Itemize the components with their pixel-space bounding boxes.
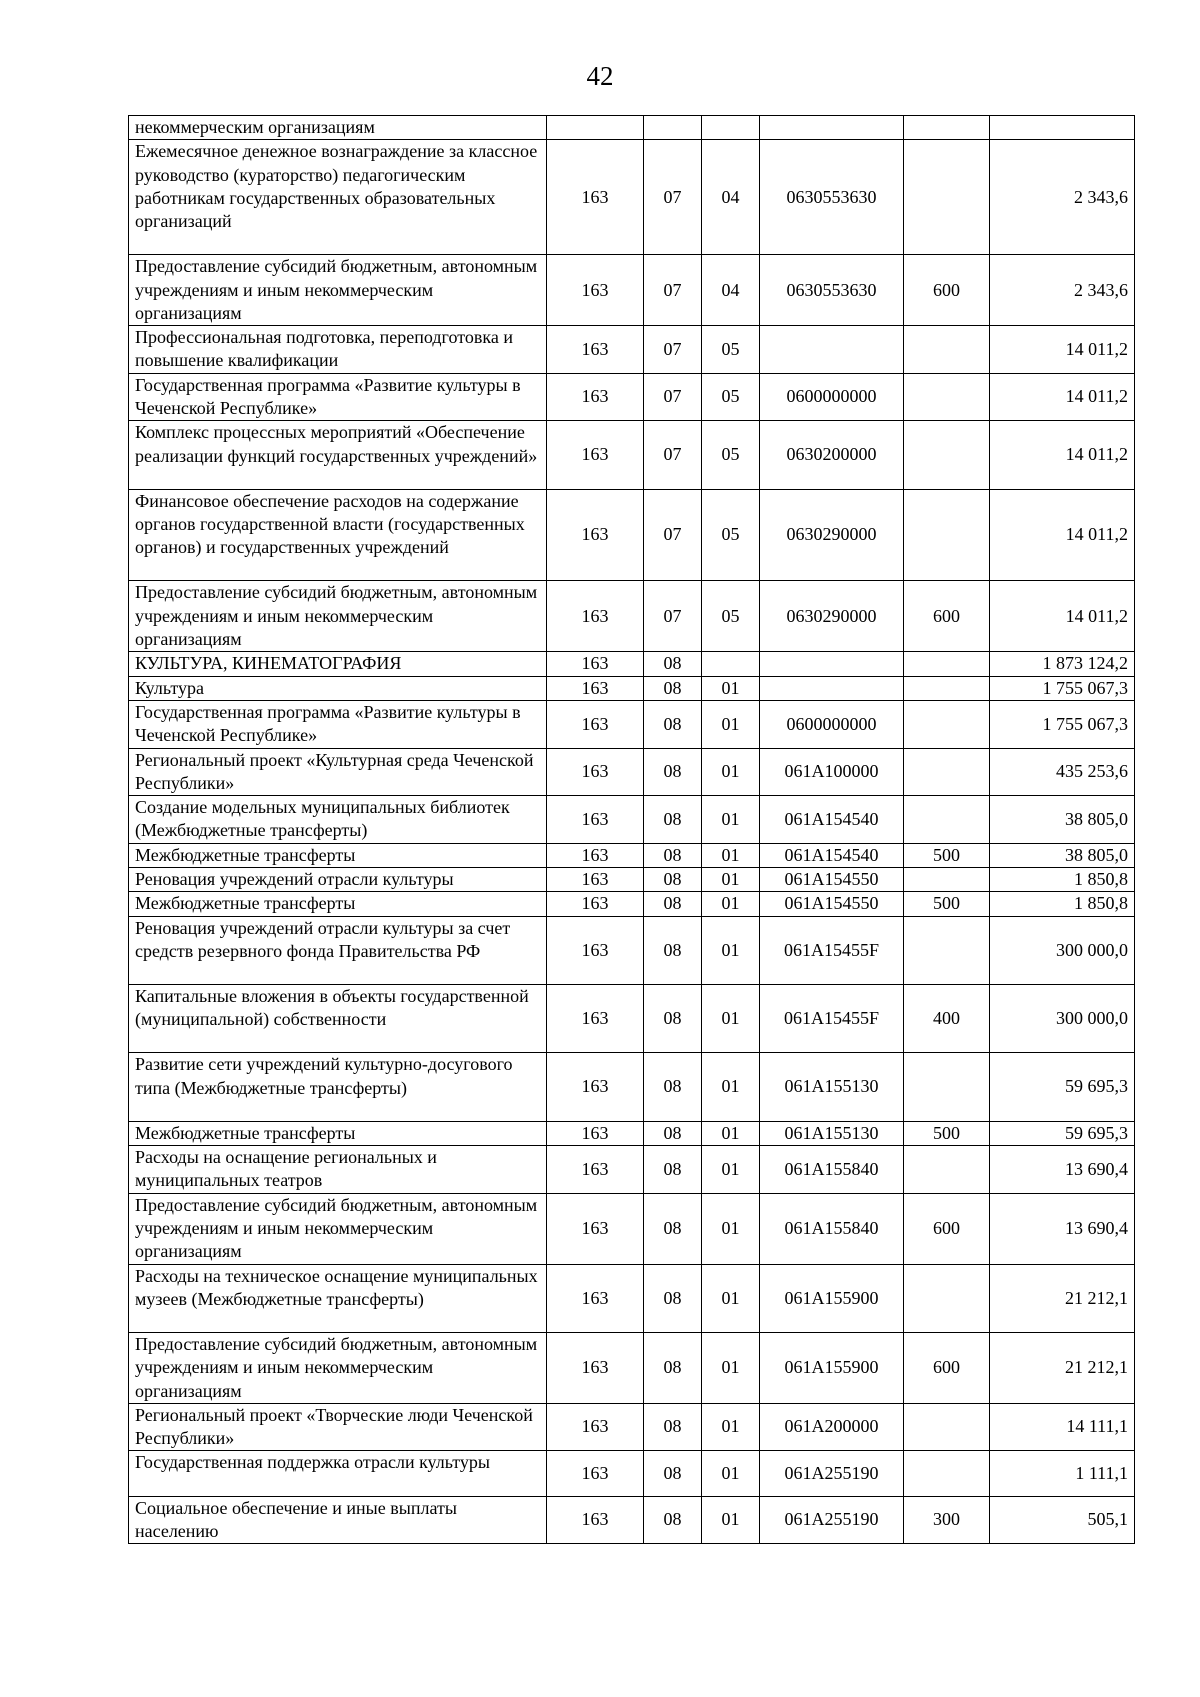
- section-code-cell: 07: [644, 140, 702, 255]
- amount-cell: 1 111,1: [990, 1451, 1135, 1496]
- table-row: [129, 700, 1135, 748]
- amount-cell: 1 850,8: [990, 892, 1135, 916]
- ministry-code-cell: 163: [547, 1264, 644, 1332]
- row-name-cell: Региональный проект «Творческие люди Чеченской Республики»: [129, 1403, 547, 1451]
- row-name-cell: Межбюджетные трансферты: [129, 1121, 547, 1145]
- subsection-code-cell: 01: [702, 916, 760, 984]
- section-code-cell: [644, 116, 702, 140]
- amount-cell: 38 805,0: [990, 843, 1135, 867]
- section-code-cell: 08: [644, 1146, 702, 1194]
- page-number: 42: [586, 61, 614, 91]
- ministry-code-cell: 163: [547, 652, 644, 676]
- table-row: [129, 1264, 1135, 1332]
- target-code-cell: 061A255190: [760, 1496, 904, 1544]
- row-name-cell: Реновация учреждений отрасли культуры: [129, 868, 547, 892]
- target-code-cell: 0600000000: [760, 700, 904, 748]
- table-row: [129, 916, 1135, 984]
- expense-type-cell: [904, 421, 990, 489]
- row-name-cell: Государственная программа «Развитие культуры в Чеченской Республике»: [129, 373, 547, 421]
- target-code-cell: [760, 652, 904, 676]
- row-name-cell: Предоставление субсидий бюджетным, автономным учреждениям и иным некоммерческим организациям: [129, 1193, 547, 1264]
- amount-cell: 435 253,6: [990, 748, 1135, 796]
- row-name-cell: Государственная поддержка отрасли культуры: [129, 1451, 547, 1496]
- target-code-cell: 061A155130: [760, 1121, 904, 1145]
- expense-type-cell: [904, 868, 990, 892]
- expense-type-cell: [904, 1264, 990, 1332]
- row-name-cell: Культура: [129, 676, 547, 700]
- table-row: [129, 748, 1135, 796]
- amount-cell: 1 873 124,2: [990, 652, 1135, 676]
- amount-cell: 2 343,6: [990, 255, 1135, 326]
- table-row: [129, 255, 1135, 326]
- row-name-cell: Ежемесячное денежное вознаграждение за классное руководство (кураторство) педагогическим работникам государственных образовательных организаций: [129, 140, 547, 255]
- table-row: [129, 1451, 1135, 1496]
- subsection-code-cell: 01: [702, 1451, 760, 1496]
- section-code-cell: 08: [644, 892, 702, 916]
- expense-type-cell: [904, 1146, 990, 1194]
- amount-cell: 14 011,2: [990, 489, 1135, 581]
- target-code-cell: 0630200000: [760, 421, 904, 489]
- ministry-code-cell: 163: [547, 255, 644, 326]
- target-code-cell: [760, 116, 904, 140]
- expense-type-cell: [904, 373, 990, 421]
- ministry-code-cell: 163: [547, 1496, 644, 1544]
- ministry-code-cell: 163: [547, 796, 644, 844]
- section-code-cell: 08: [644, 1496, 702, 1544]
- target-code-cell: 061A15455F: [760, 916, 904, 984]
- section-code-cell: 08: [644, 1193, 702, 1264]
- row-name-cell: Профессиональная подготовка, переподготовка и повышение квалификации: [129, 326, 547, 374]
- table-row: [129, 1496, 1135, 1544]
- subsection-code-cell: 01: [702, 748, 760, 796]
- amount-cell: 1 755 067,3: [990, 700, 1135, 748]
- table-row: [129, 140, 1135, 255]
- expense-type-cell: [904, 1403, 990, 1451]
- ministry-code-cell: 163: [547, 985, 644, 1053]
- target-code-cell: 061A155840: [760, 1146, 904, 1194]
- expense-type-cell: 400: [904, 985, 990, 1053]
- ministry-code-cell: 163: [547, 1121, 644, 1145]
- expense-type-cell: 500: [904, 892, 990, 916]
- ministry-code-cell: 163: [547, 892, 644, 916]
- subsection-code-cell: 01: [702, 1053, 760, 1121]
- subsection-code-cell: 05: [702, 373, 760, 421]
- subsection-code-cell: 01: [702, 985, 760, 1053]
- row-name-cell: Социальное обеспечение и иные выплаты населению: [129, 1496, 547, 1544]
- table-row: [129, 421, 1135, 489]
- section-code-cell: 07: [644, 581, 702, 652]
- subsection-code-cell: 01: [702, 843, 760, 867]
- subsection-code-cell: 01: [702, 1332, 760, 1403]
- row-name-cell: Расходы на техническое оснащение муниципальных музеев (Межбюджетные трансферты): [129, 1264, 547, 1332]
- target-code-cell: 0600000000: [760, 373, 904, 421]
- expense-type-cell: [904, 676, 990, 700]
- ministry-code-cell: 163: [547, 843, 644, 867]
- target-code-cell: 061A200000: [760, 1403, 904, 1451]
- row-name-cell: Государственная программа «Развитие культуры в Чеченской Республике»: [129, 700, 547, 748]
- section-code-cell: 08: [644, 1403, 702, 1451]
- table-row: [129, 373, 1135, 421]
- ministry-code-cell: 163: [547, 1451, 644, 1496]
- target-code-cell: 0630553630: [760, 140, 904, 255]
- section-code-cell: 07: [644, 489, 702, 581]
- section-code-cell: 08: [644, 843, 702, 867]
- subsection-code-cell: 01: [702, 1146, 760, 1194]
- row-name-cell: КУЛЬТУРА, КИНЕМАТОГРАФИЯ: [129, 652, 547, 676]
- expense-type-cell: [904, 748, 990, 796]
- amount-cell: 59 695,3: [990, 1121, 1135, 1145]
- subsection-code-cell: 01: [702, 892, 760, 916]
- expense-type-cell: 500: [904, 843, 990, 867]
- target-code-cell: 061A255190: [760, 1451, 904, 1496]
- amount-cell: 1 755 067,3: [990, 676, 1135, 700]
- row-name-cell: Предоставление субсидий бюджетным, автономным учреждениям и иным некоммерческим организациям: [129, 255, 547, 326]
- table-row: [129, 676, 1135, 700]
- target-code-cell: 061A154540: [760, 796, 904, 844]
- target-code-cell: 061A155130: [760, 1053, 904, 1121]
- section-code-cell: 08: [644, 985, 702, 1053]
- ministry-code-cell: 163: [547, 700, 644, 748]
- subsection-code-cell: 01: [702, 868, 760, 892]
- ministry-code-cell: 163: [547, 581, 644, 652]
- expense-type-cell: 300: [904, 1496, 990, 1544]
- subsection-code-cell: 01: [702, 700, 760, 748]
- row-name-cell: некоммерческим организациям: [129, 116, 547, 140]
- row-name-cell: Реновация учреждений отрасли культуры за счет средств резервного фонда Правительства РФ: [129, 916, 547, 984]
- target-code-cell: [760, 676, 904, 700]
- section-code-cell: 08: [644, 796, 702, 844]
- section-code-cell: 08: [644, 652, 702, 676]
- amount-cell: 59 695,3: [990, 1053, 1135, 1121]
- amount-cell: 1 850,8: [990, 868, 1135, 892]
- target-code-cell: 0630290000: [760, 581, 904, 652]
- expense-type-cell: 600: [904, 1332, 990, 1403]
- section-code-cell: 08: [644, 1053, 702, 1121]
- row-name-cell: Капитальные вложения в объекты государственной (муниципальной) собственности: [129, 985, 547, 1053]
- target-code-cell: 0630553630: [760, 255, 904, 326]
- expense-type-cell: [904, 916, 990, 984]
- subsection-code-cell: 05: [702, 581, 760, 652]
- section-code-cell: 07: [644, 326, 702, 374]
- expense-type-cell: [904, 1451, 990, 1496]
- ministry-code-cell: 163: [547, 748, 644, 796]
- amount-cell: 505,1: [990, 1496, 1135, 1544]
- ministry-code-cell: 163: [547, 373, 644, 421]
- subsection-code-cell: 04: [702, 255, 760, 326]
- table-row: [129, 1193, 1135, 1264]
- target-code-cell: 061A154550: [760, 892, 904, 916]
- section-code-cell: 08: [644, 1451, 702, 1496]
- table-row: [129, 985, 1135, 1053]
- section-code-cell: 08: [644, 676, 702, 700]
- target-code-cell: 061A154540: [760, 843, 904, 867]
- subsection-code-cell: 05: [702, 326, 760, 374]
- amount-cell: 300 000,0: [990, 916, 1135, 984]
- amount-cell: 13 690,4: [990, 1146, 1135, 1194]
- row-name-cell: Межбюджетные трансферты: [129, 892, 547, 916]
- section-code-cell: 07: [644, 421, 702, 489]
- subsection-code-cell: 01: [702, 1403, 760, 1451]
- ministry-code-cell: 163: [547, 916, 644, 984]
- table-row: [129, 1146, 1135, 1194]
- table-row: [129, 1053, 1135, 1121]
- table-row: [129, 1332, 1135, 1403]
- target-code-cell: 061A155900: [760, 1264, 904, 1332]
- amount-cell: 14 111,1: [990, 1403, 1135, 1451]
- target-code-cell: 061A155840: [760, 1193, 904, 1264]
- section-code-cell: 08: [644, 1264, 702, 1332]
- section-code-cell: 08: [644, 1332, 702, 1403]
- table-row: [129, 1403, 1135, 1451]
- section-code-cell: 08: [644, 1121, 702, 1145]
- row-name-cell: Расходы на оснащение региональных и муниципальных театров: [129, 1146, 547, 1194]
- section-code-cell: 08: [644, 748, 702, 796]
- expense-type-cell: [904, 652, 990, 676]
- subsection-code-cell: 05: [702, 421, 760, 489]
- row-name-cell: Предоставление субсидий бюджетным, автономным учреждениям и иным некоммерческим организациям: [129, 581, 547, 652]
- table-row: [129, 796, 1135, 844]
- amount-cell: 14 011,2: [990, 421, 1135, 489]
- section-code-cell: 08: [644, 868, 702, 892]
- row-name-cell: Региональный проект «Культурная среда Чеченской Республики»: [129, 748, 547, 796]
- row-name-cell: Межбюджетные трансферты: [129, 843, 547, 867]
- amount-cell: 21 212,1: [990, 1332, 1135, 1403]
- ministry-code-cell: 163: [547, 1403, 644, 1451]
- section-code-cell: 07: [644, 373, 702, 421]
- section-code-cell: 08: [644, 916, 702, 984]
- target-code-cell: 061A100000: [760, 748, 904, 796]
- subsection-code-cell: 01: [702, 1264, 760, 1332]
- expense-type-cell: [904, 700, 990, 748]
- subsection-code-cell: 05: [702, 489, 760, 581]
- target-code-cell: 061A154550: [760, 868, 904, 892]
- ministry-code-cell: 163: [547, 1332, 644, 1403]
- ministry-code-cell: 163: [547, 421, 644, 489]
- amount-cell: 21 212,1: [990, 1264, 1135, 1332]
- amount-cell: 38 805,0: [990, 796, 1135, 844]
- subsection-code-cell: 04: [702, 140, 760, 255]
- table-row: [129, 652, 1135, 676]
- expense-type-cell: [904, 140, 990, 255]
- table-row: [129, 581, 1135, 652]
- target-code-cell: [760, 326, 904, 374]
- expense-type-cell: [904, 326, 990, 374]
- ministry-code-cell: 163: [547, 1146, 644, 1194]
- section-code-cell: 07: [644, 255, 702, 326]
- table-row: [129, 116, 1135, 140]
- amount-cell: 300 000,0: [990, 985, 1135, 1053]
- amount-cell: [990, 116, 1135, 140]
- row-name-cell: Предоставление субсидий бюджетным, автономным учреждениям и иным некоммерческим организациям: [129, 1332, 547, 1403]
- amount-cell: 13 690,4: [990, 1193, 1135, 1264]
- amount-cell: 14 011,2: [990, 581, 1135, 652]
- subsection-code-cell: 01: [702, 796, 760, 844]
- ministry-code-cell: 163: [547, 1053, 644, 1121]
- ministry-code-cell: 163: [547, 489, 644, 581]
- expense-type-cell: 600: [904, 1193, 990, 1264]
- subsection-code-cell: 01: [702, 1121, 760, 1145]
- ministry-code-cell: 163: [547, 140, 644, 255]
- row-name-cell: Финансовое обеспечение расходов на содержание органов государственной власти (государственных органов) и государственных учреждений: [129, 489, 547, 581]
- subsection-code-cell: [702, 116, 760, 140]
- expense-type-cell: 500: [904, 1121, 990, 1145]
- ministry-code-cell: [547, 116, 644, 140]
- subsection-code-cell: 01: [702, 1193, 760, 1264]
- table-row: [129, 843, 1135, 867]
- table-row: [129, 1121, 1135, 1145]
- target-code-cell: 0630290000: [760, 489, 904, 581]
- row-name-cell: Комплекс процессных мероприятий «Обеспечение реализации функций государственных учреждений»: [129, 421, 547, 489]
- expense-type-cell: 600: [904, 581, 990, 652]
- subsection-code-cell: 01: [702, 676, 760, 700]
- amount-cell: 14 011,2: [990, 373, 1135, 421]
- subsection-code-cell: 01: [702, 1496, 760, 1544]
- target-code-cell: 061A15455F: [760, 985, 904, 1053]
- amount-cell: 14 011,2: [990, 326, 1135, 374]
- ministry-code-cell: 163: [547, 1193, 644, 1264]
- budget-table: [128, 115, 1135, 1544]
- row-name-cell: Создание модельных муниципальных библиотек (Межбюджетные трансферты): [129, 796, 547, 844]
- expense-type-cell: [904, 489, 990, 581]
- section-code-cell: 08: [644, 700, 702, 748]
- ministry-code-cell: 163: [547, 676, 644, 700]
- ministry-code-cell: 163: [547, 326, 644, 374]
- table-row: [129, 489, 1135, 581]
- amount-cell: 2 343,6: [990, 140, 1135, 255]
- subsection-code-cell: [702, 652, 760, 676]
- target-code-cell: 061A155900: [760, 1332, 904, 1403]
- expense-type-cell: [904, 116, 990, 140]
- table-row: [129, 868, 1135, 892]
- ministry-code-cell: 163: [547, 868, 644, 892]
- table-row: [129, 326, 1135, 374]
- expense-type-cell: [904, 1053, 990, 1121]
- expense-type-cell: [904, 796, 990, 844]
- table-row: [129, 892, 1135, 916]
- expense-type-cell: 600: [904, 255, 990, 326]
- row-name-cell: Развитие сети учреждений культурно-досугового типа (Межбюджетные трансферты): [129, 1053, 547, 1121]
